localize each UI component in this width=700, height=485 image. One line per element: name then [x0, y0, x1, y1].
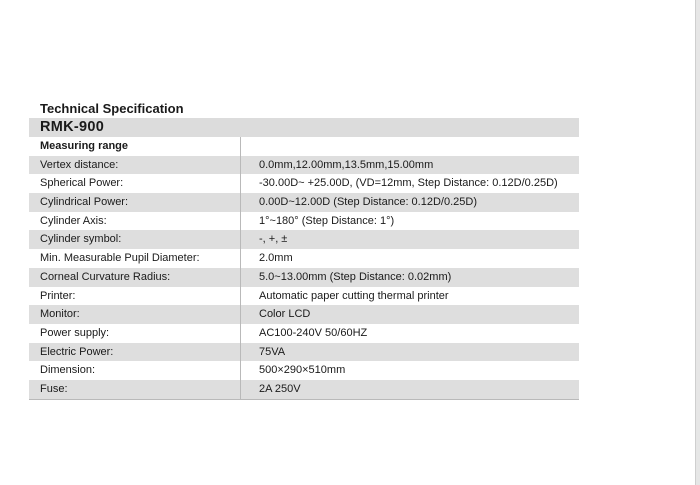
model-name: RMK-900: [29, 118, 579, 137]
section-row: [29, 137, 579, 156]
row-value: Color LCD: [259, 308, 311, 321]
row-label: Electric Power:: [29, 343, 241, 362]
table-row: [29, 156, 579, 175]
table-bottom-rule: [29, 399, 579, 400]
table-row: [29, 230, 579, 249]
row-label: Spherical Power:: [29, 174, 241, 193]
row-label: Cylinder Axis:: [29, 212, 241, 231]
row-label: Dimension:: [29, 361, 241, 380]
row-label: Min. Measurable Pupil Diameter:: [29, 249, 241, 268]
row-label: Fuse:: [29, 380, 241, 399]
table-row: [29, 361, 579, 380]
table-row: [29, 268, 579, 287]
table-row: [29, 324, 579, 343]
section-label: Measuring range: [29, 137, 241, 156]
table-row: [29, 193, 579, 212]
row-label: Monitor:: [29, 305, 241, 324]
row-value: -, +, ±: [259, 233, 288, 246]
row-value: 2.0mm: [259, 252, 293, 265]
page-edge: [695, 0, 700, 485]
row-label: Printer:: [29, 287, 241, 306]
row-label: Cylinder symbol:: [29, 230, 241, 249]
spec-table: [29, 100, 579, 400]
row-label: Power supply:: [29, 324, 241, 343]
spec-heading: Technical Specification: [40, 101, 184, 116]
row-value: -30.00D~ +25.00D, (VD=12mm, Step Distance: 0.12D/0.25D): [259, 177, 558, 190]
table-row: [29, 249, 579, 268]
row-value: 500×290×510mm: [259, 364, 346, 377]
row-value: 2A 250V: [259, 382, 301, 395]
row-label: Cylindrical Power:: [29, 193, 241, 212]
row-label: Corneal Curvature Radius:: [29, 268, 241, 287]
table-row: [29, 174, 579, 193]
table-row: [29, 212, 579, 231]
row-value: 75VA: [259, 345, 286, 358]
table-row: [29, 305, 579, 324]
row-label: Vertex distance:: [29, 156, 241, 175]
section-value: [241, 137, 259, 156]
row-value: 0.00D~12.00D (Step Distance: 0.12D/0.25D): [259, 196, 477, 209]
row-value: 0.0mm,12.00mm,13.5mm,15.00mm: [259, 158, 434, 171]
table-row: [29, 287, 579, 306]
table-row: [29, 343, 579, 362]
table-row: [29, 380, 579, 399]
row-value: 1°~180° (Step Distance: 1°): [259, 214, 395, 227]
row-value: AC100-240V 50/60HZ: [259, 326, 368, 339]
row-value: Automatic paper cutting thermal printer: [259, 289, 449, 302]
row-value: 5.0~13.00mm (Step Distance: 0.02mm): [259, 270, 452, 283]
